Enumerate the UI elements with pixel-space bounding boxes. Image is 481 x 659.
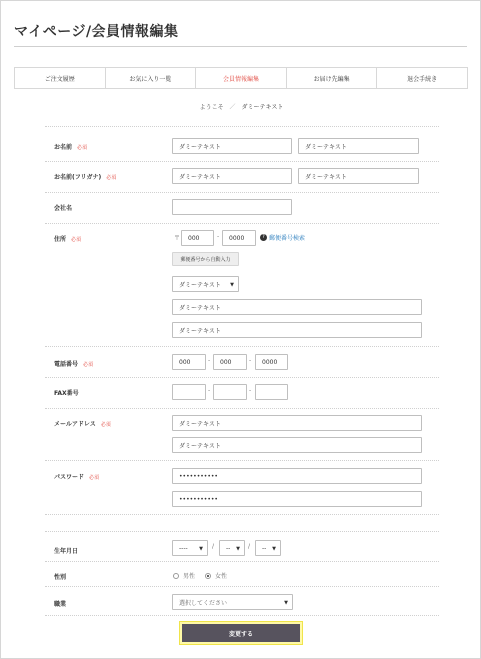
question-icon: ?: [260, 234, 267, 241]
mypage-tabs: [14, 67, 468, 89]
job-value: 選択してください: [179, 599, 228, 607]
tab-delivery-edit[interactable]: お届け先編集: [287, 68, 378, 88]
tab-withdraw[interactable]: 退会手続き: [407, 75, 438, 83]
tab-member-edit[interactable]: 会員情報編集: [196, 68, 287, 88]
gender-female-label: 女性: [215, 573, 228, 580]
submit-button[interactable]: 変更する: [182, 624, 300, 642]
name-label: お名前 必須: [54, 144, 88, 151]
welcome-breadcrumb: [1, 102, 481, 111]
phone1-input[interactable]: 000: [172, 354, 206, 370]
required-badge: 必須: [89, 475, 100, 481]
gender-label: 性別: [54, 574, 67, 581]
chevron-down-icon: ▼: [199, 546, 203, 552]
zip-search-link[interactable]: [260, 233, 305, 242]
last-name-kana-input[interactable]: ダミーテキスト: [172, 168, 292, 184]
email-input[interactable]: ダミーテキスト: [172, 415, 422, 431]
required-badge: 必須: [106, 175, 117, 181]
company-input[interactable]: [172, 199, 292, 215]
phone-dash: -: [208, 357, 211, 364]
zip-autofill-button[interactable]: 郵便番号から自動入力: [172, 252, 239, 266]
email-confirm-input[interactable]: ダミーテキスト: [172, 437, 422, 453]
breadcrumb-separator: ／: [229, 104, 236, 111]
fax-label: FAX番号: [54, 390, 79, 397]
tab-favorites[interactable]: お気に入り一覧: [106, 68, 197, 88]
fax2-input[interactable]: [213, 384, 247, 400]
zip-mark: 〒: [174, 235, 181, 242]
birthday-label: 生年月日: [54, 548, 79, 555]
chevron-down-icon: ▼: [236, 546, 240, 552]
job-select[interactable]: [172, 594, 293, 610]
fax-dash: -: [208, 387, 211, 394]
fax3-input[interactable]: [255, 384, 288, 400]
row-divider: [45, 615, 439, 616]
zip-search-label: 郵便番号検索: [269, 235, 306, 242]
kana-label: お名前(フリガナ) 必須: [54, 174, 117, 181]
company-label: 会社名: [54, 205, 73, 212]
row-divider: [45, 192, 439, 193]
email-label: メールアドレス 必須: [54, 421, 111, 428]
job-label: 職業: [54, 601, 67, 608]
row-divider: [45, 346, 439, 347]
zip1-input[interactable]: 000: [181, 230, 214, 246]
address-label: 住所 必須: [54, 236, 82, 243]
gender-female-radio[interactable]: [205, 571, 227, 580]
address-line2-input[interactable]: ダミーテキスト: [172, 322, 422, 338]
fax-dash: -: [249, 387, 252, 394]
chevron-down-icon: ▼: [284, 600, 288, 606]
password-input[interactable]: •••••••••••: [172, 468, 422, 484]
last-name-input[interactable]: ダミーテキスト: [172, 138, 292, 154]
row-divider: [45, 377, 439, 378]
date-separator: /: [248, 543, 251, 550]
gender-male-label: 男性: [183, 573, 196, 580]
first-name-input[interactable]: ダミーテキスト: [298, 138, 419, 154]
chevron-down-icon: ▼: [230, 282, 234, 288]
required-badge: 必須: [71, 237, 82, 243]
required-badge: 必須: [83, 362, 94, 368]
chevron-down-icon: ▼: [272, 546, 276, 552]
fax1-input[interactable]: [172, 384, 206, 400]
required-badge: 必須: [77, 145, 88, 151]
password-label: パスワード 必須: [54, 474, 100, 481]
row-divider: [45, 531, 439, 532]
row-divider: [45, 460, 439, 461]
row-divider: [45, 161, 439, 162]
password-confirm-input[interactable]: •••••••••••: [172, 491, 422, 507]
row-divider: [45, 408, 439, 409]
date-separator: /: [212, 543, 215, 550]
row-divider: [45, 586, 439, 587]
prefecture-select[interactable]: [172, 276, 239, 292]
birth-year-select[interactable]: [172, 540, 208, 556]
welcome-text: ようこそ: [199, 104, 224, 111]
user-name: ダミーテキスト: [241, 104, 284, 111]
address-line1-input[interactable]: ダミーテキスト: [172, 299, 422, 315]
phone-dash: -: [249, 357, 252, 364]
birth-year-value: ----: [179, 544, 188, 552]
zip2-input[interactable]: 0000: [222, 230, 256, 246]
first-name-kana-input[interactable]: ダミーテキスト: [298, 168, 419, 184]
required-badge: 必須: [100, 422, 111, 428]
row-divider: [45, 223, 439, 224]
gender-male-radio[interactable]: [173, 571, 195, 580]
prefecture-value: ダミーテキスト: [179, 281, 221, 289]
phone3-input[interactable]: 0000: [255, 354, 288, 370]
page-title: マイページ/会員情報編集: [14, 24, 179, 40]
row-divider: [45, 514, 439, 515]
birth-day-value: --: [262, 544, 267, 552]
phone2-input[interactable]: 000: [213, 354, 247, 370]
tab-order-history[interactable]: ご注文履歴: [15, 68, 106, 88]
radio-checked-icon: [205, 573, 211, 579]
submit-highlight: [179, 621, 303, 645]
zip-dash: -: [217, 233, 220, 240]
radio-icon: [173, 573, 179, 579]
birth-month-select[interactable]: [219, 540, 245, 556]
birth-day-select[interactable]: [255, 540, 281, 556]
title-divider: [14, 46, 467, 47]
birth-month-value: --: [226, 544, 231, 552]
phone-label: 電話番号 必須: [54, 361, 94, 368]
row-divider: [45, 561, 439, 562]
row-divider: [45, 126, 439, 127]
